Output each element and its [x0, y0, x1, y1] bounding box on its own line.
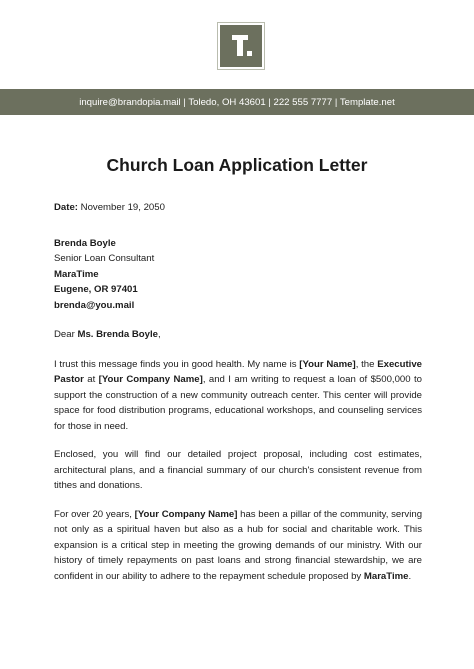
para1-text-4: , and I am writing to request a loan of $500,000 to support the construction of a new community outreach center. This center will provide space for food distribution programs, educational workshops, and counseling services for those in need.: [54, 374, 422, 432]
para1-title: Executive Pastor: [54, 358, 423, 385]
para1-text-3: at: [83, 374, 99, 385]
para1-company: [Your Company Name]: [98, 374, 203, 385]
para1-text-2: , the: [355, 358, 378, 370]
salutation: [54, 327, 422, 343]
document-title: Church Loan Application Letter: [106, 155, 368, 175]
paragraph-enclosure: Enclosed, you will find our detailed project proposal, including cost estimates, architectural plans, and a financial summary of our church's consistent revenue from tithes and donations.: [54, 449, 422, 491]
company-logo: [217, 22, 265, 70]
recipient-name: Brenda Boyle: [54, 237, 116, 249]
para3-company: [Your Company Name]: [134, 508, 238, 520]
contact-banner: [0, 89, 474, 115]
date-line: [54, 200, 422, 216]
logo-t-stem: [237, 35, 243, 56]
letter-body: [54, 200, 422, 584]
salutation-name: Ms. Brenda Boyle: [77, 329, 158, 340]
recipient-city: Eugene, OR 97401: [54, 284, 138, 295]
para3-text-2: has been a pillar of the community, serving not only as a spiritual haven but also as a hub for social and charitable work. This expansion is a critical step in meeting the growing demands of our ministry. With our history of timely repayments on past loans and strong financial stewardship, we are confident in our ability to adhere to the repayment schedule proposed by: [54, 508, 423, 582]
date-value: November 19, 2050: [78, 202, 165, 213]
logo-mark: [220, 25, 262, 67]
date-label: Date:: [54, 202, 78, 213]
para3-text-3: .: [408, 570, 412, 582]
para1-your-name: [Your Name]: [299, 358, 356, 370]
logo-dot: [247, 51, 252, 56]
para3-text-1: For over 20 years,: [54, 508, 135, 520]
recipient-email: brenda@you.mail: [54, 299, 135, 311]
recipient-company: MaraTime: [54, 268, 99, 280]
contact-info: inquire@brandopia.mail | Toledo, OH 43601 | 222 555 7777 | Template.net: [79, 96, 395, 108]
para3-lender: MaraTime: [363, 570, 409, 582]
para1-text-1: I trust this message finds you in good health. My name is: [54, 358, 300, 370]
salutation-prefix: Dear: [54, 329, 78, 340]
salutation-suffix: ,: [157, 329, 161, 340]
paragraph-intro: [54, 357, 422, 435]
paragraph-history: [54, 507, 422, 585]
recipient-position: Senior Loan Consultant: [54, 253, 155, 264]
